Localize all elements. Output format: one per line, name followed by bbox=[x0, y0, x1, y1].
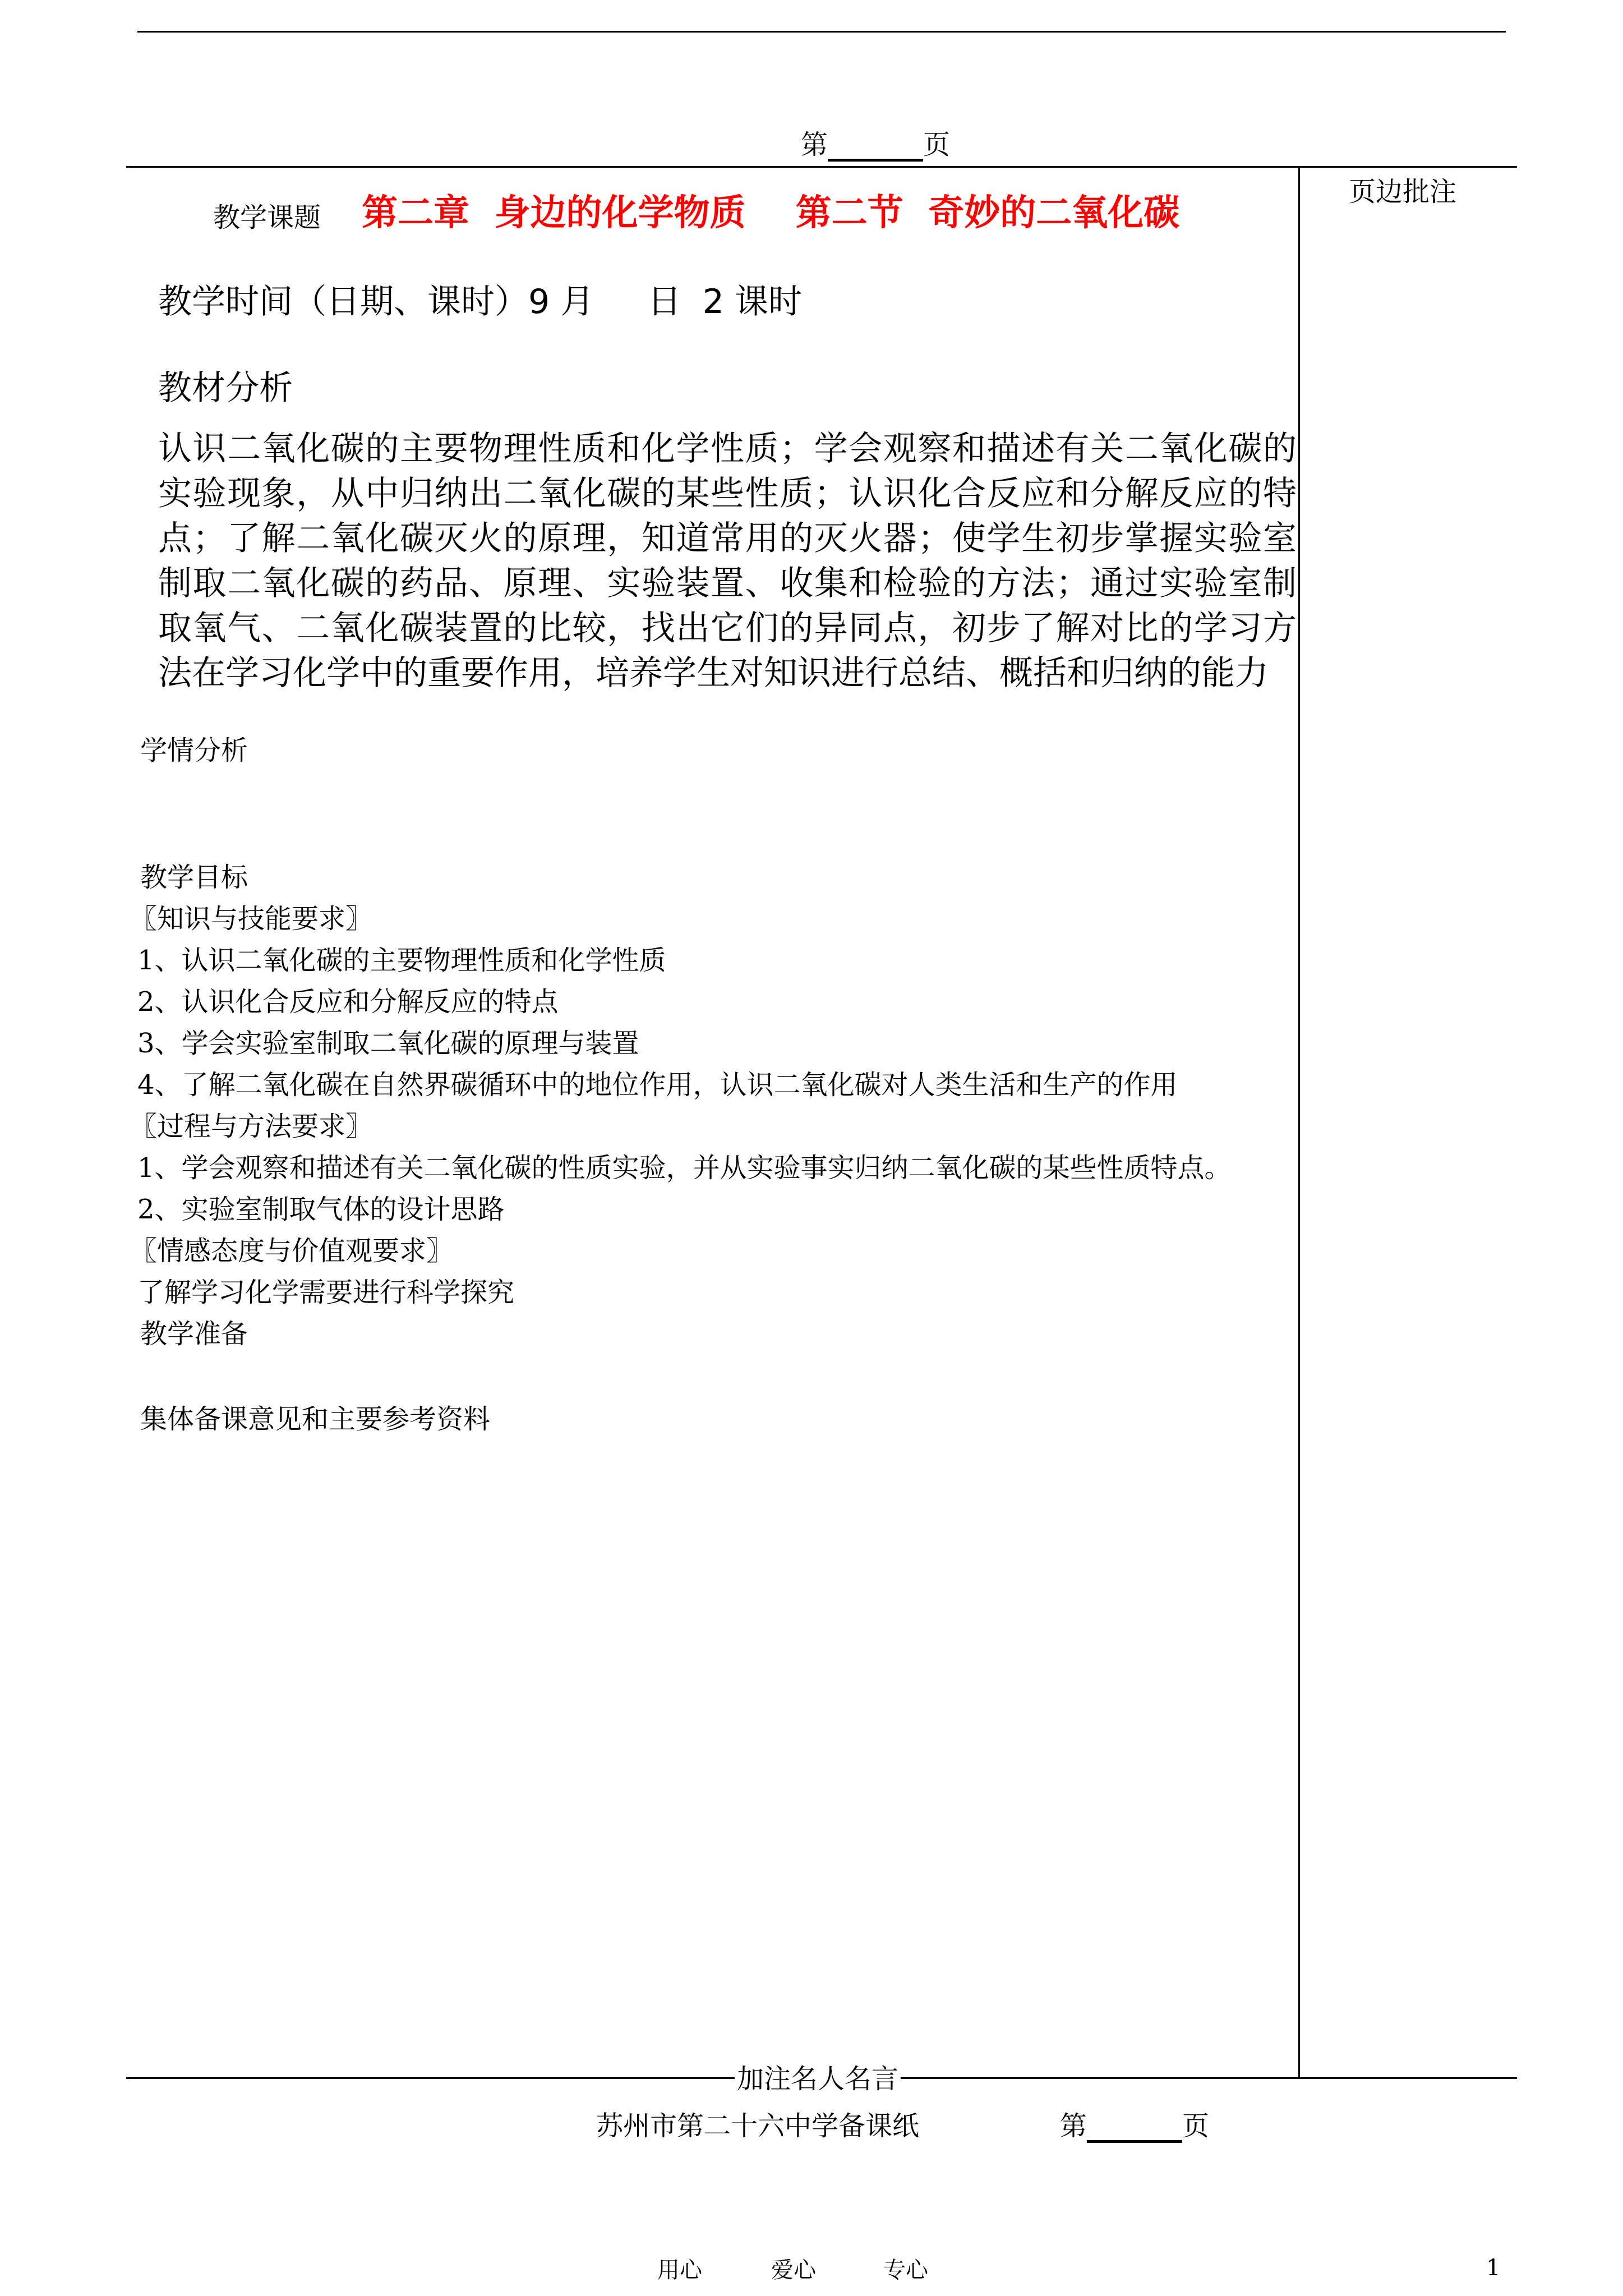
motto-item: 专心 bbox=[883, 2257, 928, 2283]
quote-label: 加注名人名言 bbox=[735, 2062, 901, 2096]
objectives-heading: 教学目标 bbox=[140, 862, 248, 893]
teaching-time: 教学时间（日期、课时）9 月 日 2 课时 bbox=[158, 282, 802, 321]
footer-page-suffix: 页 bbox=[1182, 2110, 1210, 2142]
top-rule bbox=[137, 31, 1506, 33]
page-number: 1 bbox=[1486, 2255, 1501, 2281]
material-heading: 教材分析 bbox=[158, 369, 293, 408]
knowledge-item: 4、了解二氧化碳在自然界碳循环中的地位作用，认识二氧化碳对人类生活和生产的作用 bbox=[137, 1069, 1178, 1101]
topic-title: 第二章 身边的化学物质 第二节 奇妙的二氧化碳 bbox=[362, 192, 1180, 234]
topic-label: 教学课题 bbox=[213, 202, 321, 233]
process-heading: 〖过程与方法要求〗 bbox=[130, 1111, 373, 1142]
process-item: 1、学会观察和描述有关二氧化碳的性质实验，并从实验事实归纳二氧化碳的某些性质特点。 bbox=[137, 1152, 1232, 1184]
motto-item: 爱心 bbox=[771, 2257, 816, 2283]
table-column-divider bbox=[1298, 166, 1300, 2078]
knowledge-item: 1、认识二氧化碳的主要物理性质和化学性质 bbox=[137, 945, 666, 976]
student-analysis-heading: 学情分析 bbox=[140, 735, 248, 766]
motto-item: 用心 bbox=[657, 2257, 702, 2283]
knowledge-item: 3、学会实验室制取二氧化碳的原理与装置 bbox=[137, 1028, 639, 1059]
preparation-heading: 教学准备 bbox=[140, 1318, 248, 1350]
process-item: 2、实验室制取气体的设计思路 bbox=[137, 1194, 505, 1225]
knowledge-item: 2、认识化合反应和分解反应的特点 bbox=[137, 986, 559, 1018]
page-header-prefix: 第 bbox=[801, 129, 828, 160]
page-header-suffix: 页 bbox=[923, 129, 951, 160]
material-text: 认识二氧化碳的主要物理性质和化学性质；学会观察和描述有关二氧化碳的实验现象，从中归纳出二氧化碳的某些性质；认识化合反应和分解反应的特点；了解二氧化碳灭火的原理，知道常用的灭火器；使学生初步掌握实验室制取二氧化碳的药品、原理、实验装置、收集和检验的方法；通过实验室制取氧气、二氧化碳装置的比较，找出它们的异同点，初步了解对比的学习方法在学习化学中的重要作用，培养学生对知识进行总结、概括和归纳的能力 bbox=[158, 429, 1297, 693]
emotion-heading: 〖情感态度与价值观要求〗 bbox=[130, 1235, 454, 1267]
footer-page-blank bbox=[1087, 2115, 1182, 2143]
knowledge-heading: 〖知识与技能要求〗 bbox=[130, 903, 373, 935]
footer-page-prefix: 第 bbox=[1060, 2110, 1087, 2142]
school-paper-label: 苏州市第二十六中学备课纸 bbox=[596, 2110, 920, 2142]
page-number-blank bbox=[828, 134, 923, 162]
footer-page bbox=[1060, 2109, 1209, 2143]
page-header bbox=[801, 128, 950, 162]
collective-prep-heading: 集体备课意见和主要参考资料 bbox=[140, 1404, 491, 1435]
side-column-label: 页边批注 bbox=[1349, 176, 1457, 208]
table-top-rule bbox=[126, 166, 1517, 168]
emotion-text: 了解学习化学需要进行科学探究 bbox=[137, 1277, 515, 1308]
